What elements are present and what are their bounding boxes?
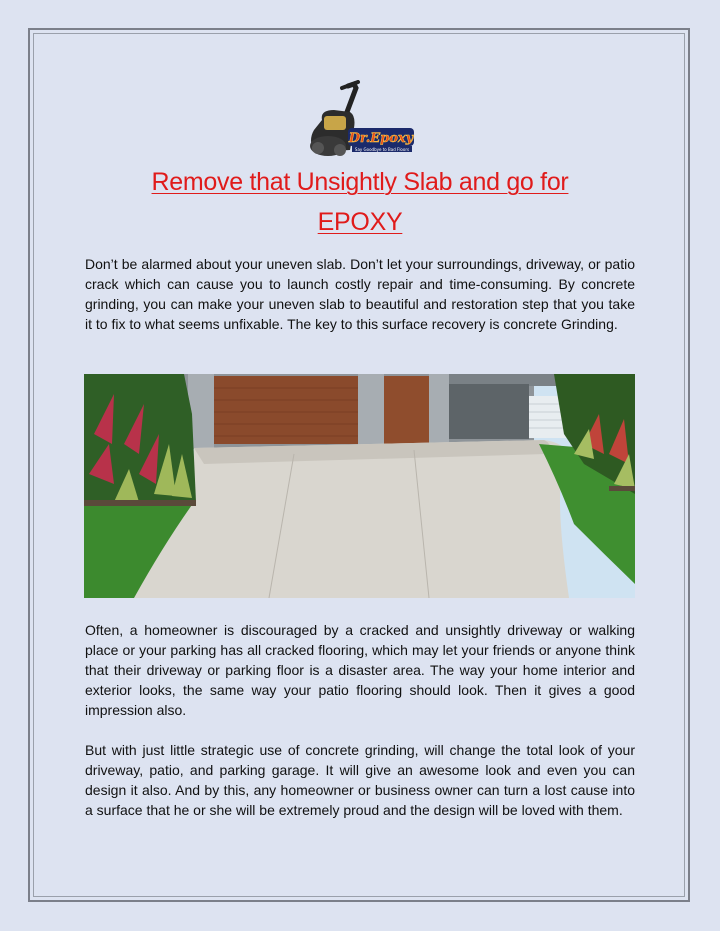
page-title bbox=[84, 162, 636, 242]
body-paragraph-2: But with just little strategic use of concrete grinding, will change the total look of your driveway, patio, and parking garage. It will give an awesome look and even you can design it also. And by this, any homeowner or business owner can turn a lost cause into a surface that he or she will be extremely proud and the design will be loved with them. bbox=[85, 742, 635, 818]
body-paragraph-1: Often, a homeowner is discouraged by a cracked and unsightly driveway or walking place or your parking has all cracked flooring, which may let your friends or anyone think that their driveway or parking floor is a disaster area. The way your home interior and exterior looks, the same way your patio flooring should look. Then it gives a good impression also. bbox=[85, 622, 635, 718]
intro-paragraph: Don’t be alarmed about your uneven slab. Don’t let your surroundings, driveway, or patio crack which can cause you to launch costly repair and time-consuming. By concrete grinding, you can make your uneven slab to beautiful and restoration step that you take it to fix to what seems unfixable. The key to this surface recovery is concrete Grinding. bbox=[85, 256, 635, 332]
dr-epoxy-logo bbox=[300, 80, 420, 162]
logo-wordmark: Dr.Epoxy bbox=[348, 131, 414, 146]
title-line-1: Remove that Unsightly Slab and go for bbox=[151, 168, 569, 196]
driveway-photo bbox=[84, 374, 635, 598]
title-line-2: EPOXY bbox=[317, 208, 403, 236]
logo-tagline: Say Goodbye to Bad Floors bbox=[354, 147, 410, 152]
